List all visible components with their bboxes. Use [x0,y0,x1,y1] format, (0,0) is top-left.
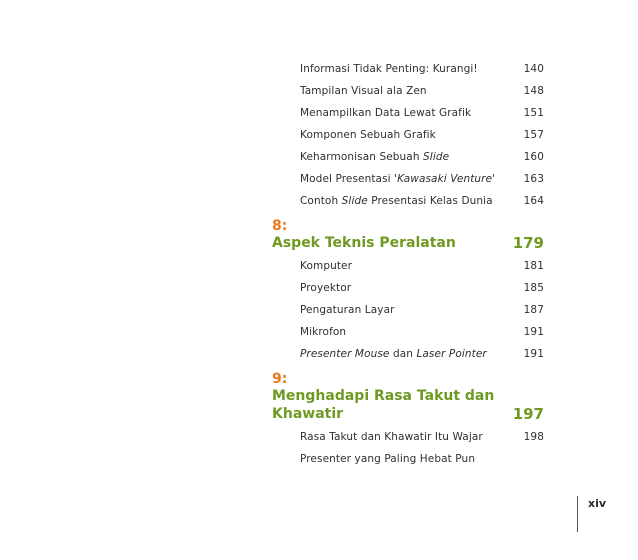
chapter-title-line-1: Menghadapi Rasa Takut dan [272,388,495,404]
chapter-page: 197 [512,405,544,423]
toc-entry-title [300,151,449,163]
title-text: Model Presentasi [300,173,395,185]
toc-entry-page: 148 [523,85,544,97]
title-italic: Slide [341,195,368,207]
toc-entry-page: 198 [523,431,544,443]
chapter-title-text: Khawatir [272,406,344,422]
toc-entry[interactable] [272,102,544,124]
toc-entry-title: Presenter yang Paling Hebat Pun [300,453,476,465]
toc-entry[interactable] [272,426,544,448]
title-italic: Laser Pointer [416,348,487,360]
toc-entry-title [300,195,493,207]
toc-entry[interactable] [272,277,544,299]
page-number: xiv [588,497,607,510]
toc-entry-title: Tampilan Visual ala Zen [300,85,427,97]
title-italic: Slide [423,151,450,163]
toc-entry-title: Komponen Sebuah Grafik [300,129,436,141]
title-italic: Presenter Mouse [300,348,390,360]
toc-entry[interactable] [272,146,544,168]
toc-entry-title: Pengaturan Layar [300,304,395,316]
toc-entry-page: 157 [523,129,544,141]
toc-entry-title [300,348,487,360]
toc-entry-page: 185 [523,282,544,294]
toc-entry-title: Rasa Takut dan Khawatir Itu Wajar [300,431,483,443]
title-text: Contoh [300,195,342,207]
toc-entry-page: 164 [523,195,544,207]
title-text: Keharmonisan Sebuah [300,151,424,163]
chapter-number: 8: [272,218,288,234]
table-of-contents [272,58,544,470]
toc-entry[interactable] [272,168,544,190]
toc-entry-title: Menampilkan Data Lewat Grafik [300,107,472,119]
toc-entry[interactable] [272,299,544,321]
chapter-heading-8[interactable] [272,218,544,252]
toc-entry-page: 191 [523,348,544,360]
chapter-8-entries [272,255,544,365]
title-text: Presentasi Kelas Dunia [367,195,493,207]
toc-entry[interactable] [272,190,544,212]
toc-entry[interactable] [272,255,544,277]
title-text: dan [389,348,417,360]
toc-entry-page: 187 [523,304,544,316]
title-italic: 'Kawasaki Venture' [394,173,496,185]
toc-entry-page: 160 [523,151,544,163]
chapter-heading-9[interactable] [272,371,544,423]
toc-entry-page: 163 [523,173,544,185]
toc-entry-title [300,173,495,185]
toc-entry-page: 140 [523,63,544,75]
chapter-page: 179 [512,234,544,252]
toc-entry-title: Mikrofon [300,326,347,338]
toc-entry[interactable] [272,58,544,80]
toc-entry-title: Informasi Tidak Penting: Kurangi! [300,63,478,75]
toc-entry[interactable] [272,321,544,343]
toc-entry[interactable] [272,124,544,146]
page-number-divider [577,496,578,532]
chapter-title-text: Aspek Teknis Peralatan [272,235,456,251]
toc-entry-page: 191 [523,326,544,338]
chapter-title [272,234,544,252]
toc-entry-title: Proyektor [300,282,352,294]
toc-entry-page: 181 [523,260,544,272]
toc-entry[interactable] [272,343,544,365]
chapter-9-entries [272,426,544,470]
toc-entry-title: Komputer [300,260,353,272]
toc-entry-page: 151 [523,107,544,119]
chapter-number: 9: [272,371,288,387]
toc-entry[interactable] [272,80,544,102]
toc-entry[interactable] [272,448,544,470]
chapter-title [272,405,544,423]
